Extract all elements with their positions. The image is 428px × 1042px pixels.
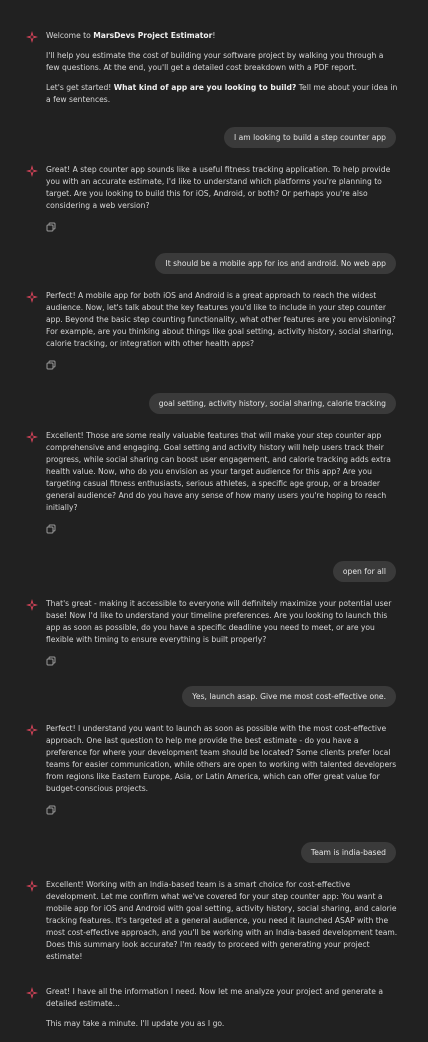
assistant-text: I'll help you estimate the cost of building your software project by walking you through a few questions. At the end, you'll get a detailed cost breakdown with a PDF report. — [46, 51, 384, 72]
welcome-text: Welcome to MarsDevs Project Estimator! — [46, 31, 216, 40]
sparkle-logo-icon — [26, 724, 38, 736]
assistant-message — [26, 879, 398, 971]
copy-icon[interactable] — [46, 360, 56, 370]
assistant-text: Perfect! A mobile app for both iOS and Android is a great approach to reach the widest audience. Now, let's talk about the key features you'd like to include in your step counter app. Beyond the basic step counting functionality, what other features are you envisioning? For example, are you thinking about things like goal setting, activity history, social sharing, calorie tracking, or integration with other health apps? — [46, 291, 396, 348]
copy-icon[interactable] — [46, 805, 56, 815]
user-message-bubble: Yes, launch asap. Give me most cost-effective one. — [182, 686, 396, 707]
sparkle-logo-icon — [26, 291, 38, 303]
assistant-text: Excellent! Working with an India-based team is a smart choice for cost-effective development. Let me confirm what we've covered for your step counter app: You want a mobile app for iOS and Android with goal setting, activity history, social sharing, and calorie tracking features. It's targeted at a general audience, you need it launched ASAP with the most cost-effective approach, and you'll be working with an India-based development team. Does this summary look accurate? I'm ready to proceed with generating your project estimate! — [46, 880, 398, 961]
user-message-bubble: It should be a mobile app for ios and android. No web app — [155, 253, 396, 274]
assistant-text: Perfect! I understand you want to launch as soon as possible with the most cost-effective approach. One last question to help me provide the best estimate - do you have a preference for where your development team should be located? Some clients prefer local teams for easier communication, while others are open to working with talented developers from regions like Eastern Europe, Asia, or Latin America, which can offer great value for budget-conscious projects. — [46, 724, 397, 793]
sparkle-logo-icon — [26, 987, 38, 999]
copy-icon[interactable] — [46, 524, 56, 534]
user-message-bubble: open for all — [333, 561, 396, 582]
sparkle-logo-icon — [26, 165, 38, 177]
assistant-message — [26, 430, 398, 534]
assistant-text: Let's get started! What kind of app are you looking to build? Tell me about your idea in a few sentences. — [46, 83, 398, 104]
assistant-text: This may take a minute. I'll update you as I go. — [46, 1019, 225, 1028]
sparkle-logo-icon — [26, 880, 38, 892]
assistant-message — [26, 30, 398, 114]
sparkle-logo-icon — [26, 31, 38, 43]
assistant-text: Excellent! Those are some really valuable features that will make your step counter app comprehensive and engaging. Goal setting and activity history will help users track their progress, while social sharing can boost user engagement, and calorie tracking adds extra health value. Now, who do you envision as your target audience for this app? Are you targeting casual fitness enthusiasts, serious athletes, a specific age group, or a broader general audience? And do you have any sense of how many users you're hoping to reach initially? — [46, 431, 391, 512]
user-message-bubble: I am looking to build a step counter app — [224, 127, 396, 148]
assistant-message — [26, 164, 398, 232]
sparkle-logo-icon — [26, 431, 38, 443]
user-message-bubble: Team is india-based — [301, 842, 396, 863]
assistant-message — [26, 723, 398, 815]
assistant-message — [26, 598, 398, 666]
assistant-message — [26, 986, 398, 1038]
brand-name: MarsDevs Project Estimator — [93, 31, 213, 40]
assistant-text: Great! I have all the information I need. Now let me analyze your project and generate a detailed estimate... — [46, 987, 383, 1008]
copy-icon[interactable] — [46, 222, 56, 232]
assistant-text: That's great - making it accessible to everyone will definitely maximize your potential user base! Now I'd like to understand your timeline preferences. Are you looking to launch this app as soon as possible, do you have a specific deadline you need to meet, or are you flexible with timing to ensure everything is built properly? — [46, 599, 392, 644]
sparkle-logo-icon — [26, 599, 38, 611]
assistant-message — [26, 290, 398, 370]
user-message-bubble: goal setting, activity history, social sharing, calorie tracking — [149, 393, 396, 414]
assistant-text: Great! A step counter app sounds like a useful fitness tracking application. To help provide you with an accurate estimate, I'd like to understand which platforms you're planning to target. Are you looking to build this for iOS, Android, or both? Or perhaps you're also considering a web version? — [46, 165, 391, 210]
copy-icon[interactable] — [46, 656, 56, 666]
